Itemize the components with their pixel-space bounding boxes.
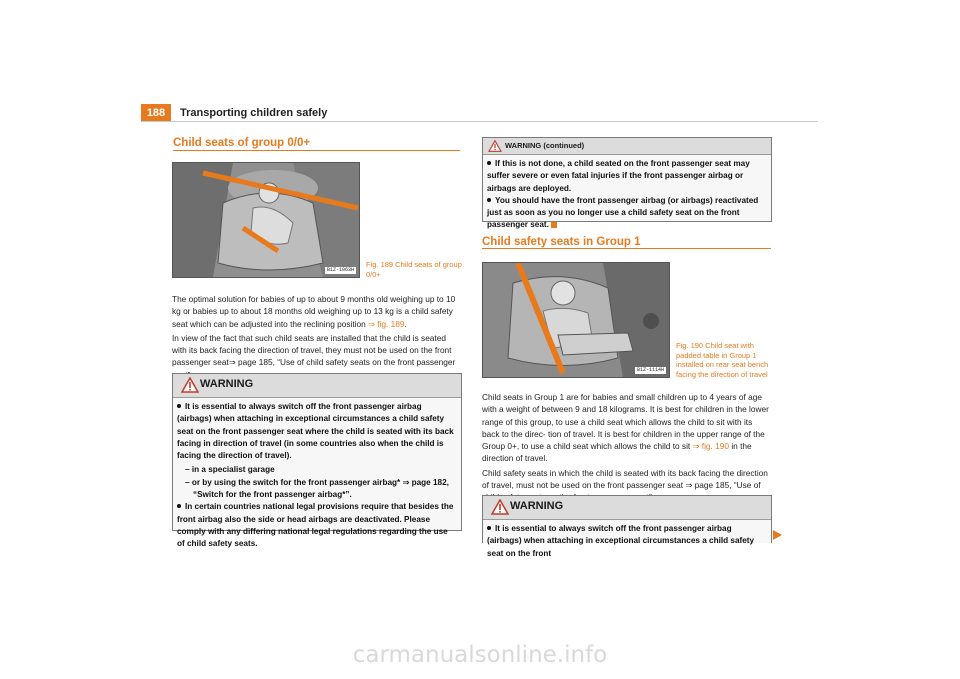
figure-189-caption: Fig. 189 Child seats of group 0/0+ xyxy=(366,260,462,279)
warning-triangle-icon xyxy=(181,377,199,393)
section-title-group-0: Child seats of group 0/0+ xyxy=(173,137,311,149)
page-number: 188 xyxy=(141,104,171,122)
warning-body xyxy=(173,398,461,555)
warning-item: It is essential to always switch off the front passenger airbag (airbags) when attaching in exceptional circumstances a child safety seat on the front xyxy=(487,524,755,558)
watermark: carmanualsonline.info xyxy=(352,642,608,668)
warning-triangle-icon xyxy=(488,140,502,152)
warning-box-left xyxy=(172,373,462,549)
continue-arrow-icon[interactable] xyxy=(773,530,782,540)
bullet-icon xyxy=(177,404,181,408)
warning-item: If this is not done, a child seated on the front passenger seat may suffer severe or even fatal injuries if the front passenger airbag or airbags are deployed. xyxy=(487,159,750,193)
bullet-icon xyxy=(487,198,491,202)
warning-title: WARNING xyxy=(200,378,254,390)
right-paragraph-1: Child seats in Group 1 are for babies and small children up to 4 years of age with a weight of between 9 and 18 kilograms. It is best for children in the lower range of this group, to use a child seat which allows the child to sit with its back to the direc- tion of travel. It is best for children in the upper range of the Group 0+, to use a child seat which allows the child to sit ⇒ fig. 190 in the direction of travel. xyxy=(482,392,769,464)
section-title-group-1: Child safety seats in Group 1 xyxy=(482,236,641,248)
warning-item: In certain countries national legal provisions require that besides the front airbag also the side or head airbags are deactivated. Please comply with any differing national legal regulations regarding the use of child safety seats. xyxy=(177,502,454,549)
warning-body xyxy=(483,520,771,564)
figure-189-photo xyxy=(172,162,360,278)
left-paragraph-2: In view of the fact that such child seats are installed that the child is seated with its back facing the direction of travel, they must not be used on the front passenger seat⇒ page 185, “Use of child safety seats on the front passenger xyxy=(172,332,456,368)
fig-189-link[interactable]: ⇒ fig. 189 xyxy=(368,318,405,329)
left-paragraph-1: The optimal solution for babies of up to about 9 months old weighing up to 10 kg or babies up to about 18 months old weighing up to 13 kg is a child safety seat which can be adjusted into the reclining position ⇒ fig. 189. xyxy=(172,294,456,329)
figure-190-caption: Fig. 190 Child seat with padded table in Group 1 installed on rear seat bench facing the direction of travel xyxy=(676,341,769,379)
warning-subitem: – in a specialist garage xyxy=(185,465,275,475)
warning-continued-title: WARNING (continued) xyxy=(505,141,585,150)
fig-190-link[interactable]: ⇒ fig. 190 xyxy=(692,441,730,452)
figure-code: B1Z-1114H xyxy=(636,367,664,373)
warning-subitem: – or by using the switch for the front passenger airbag* ⇒ page 182, “Switch for the front passenger airbag*”. xyxy=(185,477,449,500)
page-header-title: Transporting children safely xyxy=(180,107,328,119)
warning-item: It is essential to always switch off the front passenger airbag (airbags) when attaching in exceptional circumstances a child safety seat on the front passenger seat where the child is seated with its back facing in direction of travel (in some countries also when the child is facing the direction of travel). xyxy=(177,402,454,461)
figure-code: B1Z-1063H xyxy=(326,267,354,273)
bullet-icon xyxy=(177,504,181,508)
warning-title: WARNING xyxy=(510,500,564,512)
section-end-marker xyxy=(551,222,557,228)
left-body-text xyxy=(172,293,461,383)
right-body-text xyxy=(482,391,772,506)
warning-triangle-icon xyxy=(491,499,509,515)
warning-box-continued xyxy=(482,137,772,230)
right-paragraph-2: Child safety seats in which the child is seated with its back facing the direction of travel, must not be used on the front passenger seat ⇒ page 185, “Use of xyxy=(482,467,768,491)
car-seat-illustration xyxy=(483,263,669,377)
warning-box-right xyxy=(482,495,772,558)
warning-body xyxy=(483,155,771,236)
bullet-icon xyxy=(487,161,491,165)
warning-item: You should have the front passenger airbag (or airbags) reactivated just as soon as you no longer use a child safety seat on the front passenger seat. xyxy=(487,195,759,230)
warning-title-bar xyxy=(483,496,771,520)
figure-190-photo xyxy=(482,262,670,378)
car-seat-illustration xyxy=(173,163,359,277)
bullet-icon xyxy=(487,526,491,530)
section-rule xyxy=(173,150,460,151)
header-rule xyxy=(141,121,818,122)
warning-title-bar xyxy=(483,138,771,155)
warning-title-bar xyxy=(173,374,461,398)
section-rule xyxy=(482,248,771,249)
